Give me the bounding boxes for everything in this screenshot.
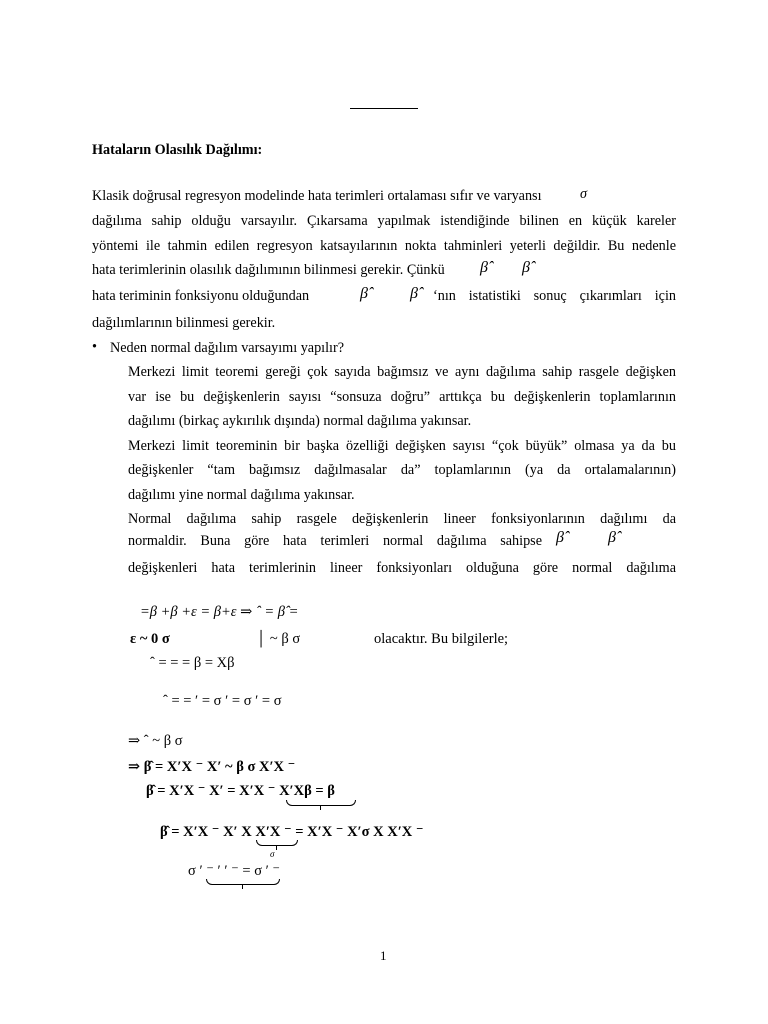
para1-line3: yöntemi ile tahmin edilen regresyon katsayılarının nokta tahminleri yeterli değildir. Bu nedenle — [92, 238, 676, 254]
para1-line4: hata terimlerinin olasılık dağılımının bilinmesi gerekir. Çünkü — [92, 262, 445, 278]
bullet-question: Neden normal dağılım varsayımı yapılır? — [110, 340, 345, 356]
beta-hat-symbol: β̂ — [480, 259, 488, 276]
para1-line2: dağılıma sahip olduğu varsayılır. Çıkarsama yapılmak istendiğinde bilinen en küçük kareler — [92, 213, 676, 229]
sigma-symbol: σ — [580, 186, 587, 202]
beta-hat-symbol: β̂ — [522, 259, 530, 276]
equation-expectation: ˆ = = = β = Xβ — [150, 655, 235, 671]
beta-hat-symbol: β̂ — [608, 529, 616, 546]
beta-hat-symbol: β̂ — [410, 285, 418, 302]
para1-line5b: ‘nın istatistiki sonuç çıkarımları için — [433, 288, 676, 304]
equation-sigma-result: σ ′ ⁻ ′ ′ ⁻ = σ ′ ⁻ — [188, 863, 281, 879]
bullet-p1-line: var ise bu değişkenlerin sayısı “sonsuza doğru” arttıkça bu değişkenlerin toplamlarının — [128, 389, 676, 405]
equation-beta-unbiased: β̂ = X′X ⁻ X′ = X′X ⁻ X′Xβ = β — [146, 783, 335, 799]
para1-line1: Klasik doğrusal regresyon modelinde hata terimleri ortalaması sıfır ve varyansı — [92, 188, 542, 204]
para1-line6: dağılımlarının bilinmesi gerekir. — [92, 315, 276, 331]
underbrace-tip — [276, 845, 283, 850]
bullet-p3-line: Normal dağılıma sahip rasgele değişkenlerin lineer fonksiyonlarının dağılımı da — [128, 511, 676, 527]
bullet-p2-line: değişkenler “tam bağımsız dağılmasalar da” toplamlarının (ya da ortalamalarının) — [128, 462, 676, 478]
bullet-p2-line: dağılımı yine normal dağılıma yakınsar. — [128, 487, 355, 503]
section-heading: Hataların Olasılık Dağılımı: — [92, 142, 263, 158]
beta-hat-symbol: β̂ — [556, 529, 564, 546]
equation-beta-dist: ⇒ β̂ = X′X ⁻ X′ ~ β σ X′X ⁻ — [128, 759, 296, 775]
bullet-p3-line: değişkenleri hata terimlerinin lineer fonksiyonları olduğuna göre normal dağılıma — [128, 560, 676, 576]
equation-y-hat-dist: ⇒ ˆ ~ β σ — [128, 733, 183, 749]
bullet-dot: • — [92, 339, 97, 355]
equation-y-dist: │ ~ β σ — [256, 631, 301, 647]
equation-model: =β +β +ε = β+ε ⇒ ˆ = β̂ = — [140, 604, 299, 620]
equation-conclusion-text: olacaktır. Bu bilgilerle; — [374, 631, 509, 647]
top-rule — [350, 108, 418, 109]
page-number: 1 — [380, 948, 387, 963]
underbrace-tip — [320, 805, 327, 810]
beta-hat-symbol: β̂ — [360, 285, 368, 302]
bullet-p1-line: dağılımı (birkaç aykırılık dışında) normal dağılıma yakınsar. — [128, 413, 472, 429]
bullet-p3-line: normaldir. Buna göre hata terimleri normal dağılıma sahipse — [128, 533, 542, 549]
bullet-p1-line: Merkezi limit teoremi gereği çok sayıda bağımsız ve aynı dağılıma sahip rasgele değişken — [128, 364, 676, 380]
equation-variance: ˆ = = ′ = σ ′ = σ ′ = σ — [163, 693, 282, 709]
underbrace-tip — [242, 884, 249, 889]
underbrace-label-sigma: σ — [270, 849, 275, 859]
bullet-p2-line: Merkezi limit teoreminin bir başka özelliği değişken sayısı “çok büyük” olmasa ya da bu — [128, 438, 676, 454]
equation-beta-variance: β̂ = X′X ⁻ X′ X X′X ⁻ = X′X ⁻ X′σ X X′X ⁻ — [160, 824, 424, 840]
para1-line5a: hata teriminin fonksiyonu olduğundan — [92, 288, 310, 304]
equation-error-dist: ε ~ 0 σ — [130, 631, 170, 647]
